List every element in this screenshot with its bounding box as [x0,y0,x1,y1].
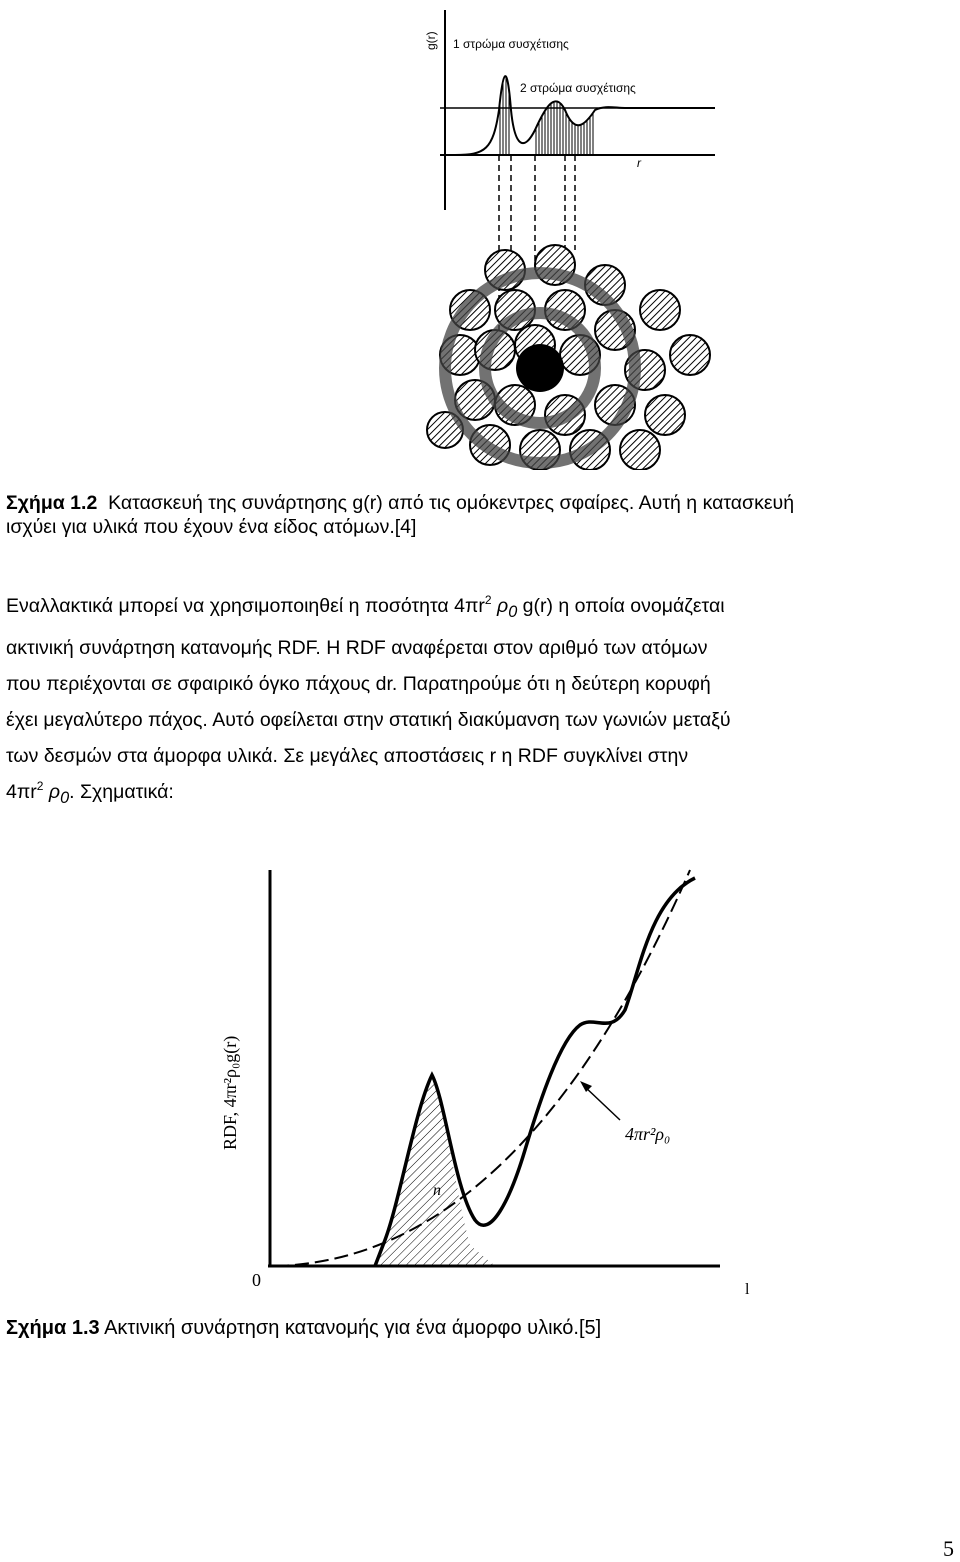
paragraph-line: Εναλλακτικά μπορεί να χρησιμοποιηθεί η ποσότητα 4πr [6,595,485,617]
paragraph-line: g(r) η οποία ονομάζεται [517,595,725,617]
rho-symbol: ρ [497,595,509,617]
body-paragraph [6,588,956,816]
paragraph-line: 4πr [6,780,37,803]
curve-label-arrow [583,1085,620,1120]
paragraph-line: . Σχηματικά: [69,780,174,803]
peak-label: n [433,1182,441,1199]
shell1-label: 1 στρώμα συσχέτισης [453,37,569,51]
parabola-curve [275,870,690,1266]
rho-symbol: ρ [48,780,61,803]
figure-1-2-caption [6,491,794,539]
curve-label: 4πr²ρ₀ [625,1124,671,1144]
subscript: 0 [60,788,70,807]
caption-text: Κατασκευή της συνάρτησης g(r) από τις ομόκεντρες σφαίρες. Αυτή η κατασκευή [108,492,795,514]
paragraph-line: έχει μεγαλύτερο πάχος. Αυτό οφείλεται στην στατική διακύμανση των γωνιών μεταξύ [6,708,731,731]
caption-prefix: Σχήμα 1.2 [6,492,98,514]
rdf-figure [200,860,770,1300]
superscript: 2 [36,778,44,793]
gr-axis-label: g(r) [424,31,438,50]
caption-text-line2: ισχύει για υλικά που έχουν ένα είδος ατόμων.[4] [6,516,417,538]
paragraph-line: που περιέχονται σε σφαιρικό όγκο πάχους dr. Παρατηρούμε ότι η δεύτερη κορυφή [6,672,711,695]
gr-construction-figure [415,10,715,470]
figure-1-3-caption [6,1316,601,1340]
paragraph-line: ακτινική συνάρτηση κατανομής RDF. Η RDF αναφέρεται στον αριθμό των ατόμων [6,636,708,659]
caption-text: Ακτινική συνάρτηση κατανομής για ένα άμορφο υλικό.[5] [99,1317,602,1339]
shell2-label: 2 στρώμα συσχέτισης [520,81,636,95]
central-atom [516,344,564,392]
r-axis-label: r [637,156,641,170]
superscript: 2 [484,593,492,607]
paragraph-line: των δεσμών στα άμορφα υλικά. Σε μεγάλες αποστάσεις r η RDF συγκλίνει στην [6,744,689,767]
caption-prefix: Σχήμα 1.3 [6,1317,100,1339]
peak-area [375,1075,495,1266]
x-origin-label: 0 [252,1270,261,1290]
subscript: 0 [508,602,518,621]
x-end-label: l [745,1281,750,1298]
page-number: 5 [943,1536,954,1561]
y-axis-label: RDF, 4πr²ρ₀g(r) [220,1035,240,1150]
arrow-head [580,1081,592,1092]
